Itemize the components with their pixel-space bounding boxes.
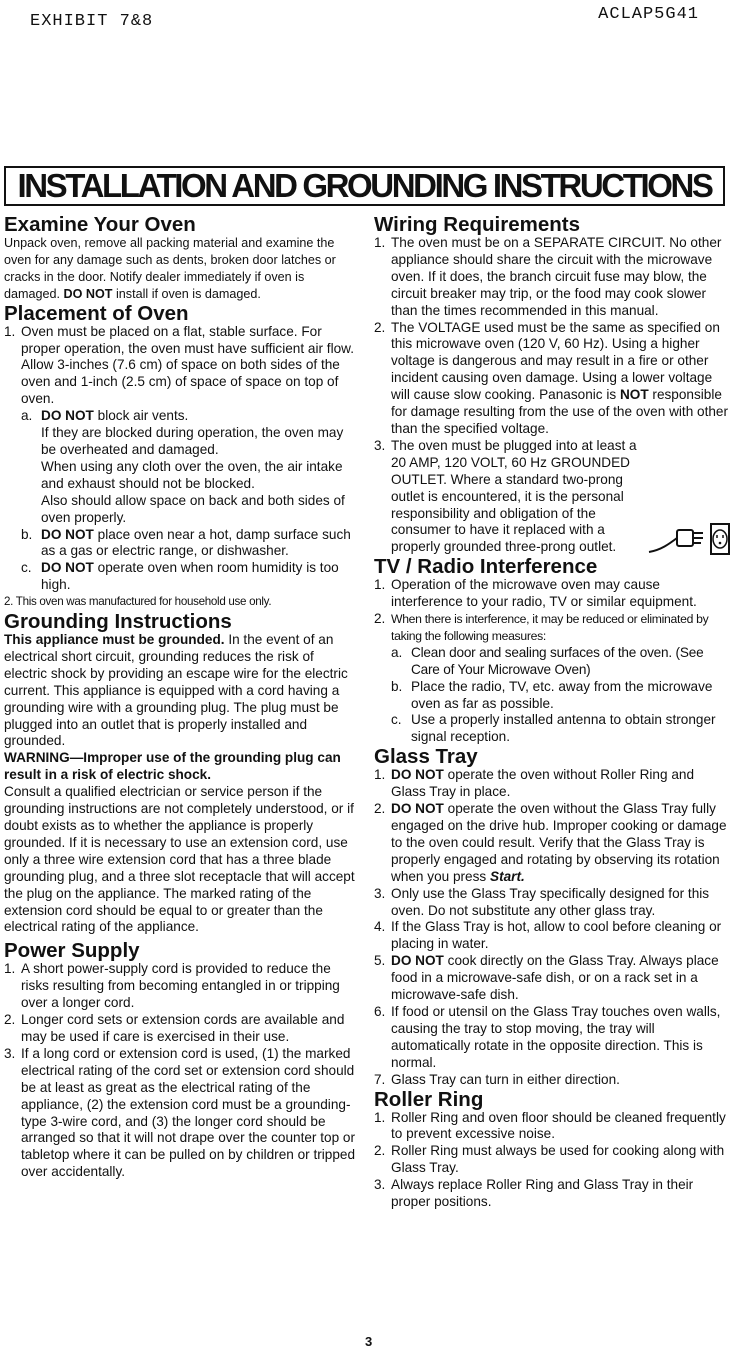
roller-ring-heading: Roller Ring: [374, 1087, 484, 1111]
list-item: 7. Glass Tray can turn in either direction.: [374, 1071, 620, 1087]
glass-tray-list: [374, 767, 731, 1088]
list-item: 1. DO NOT operate the oven without Roller Ring and Glass Tray in place.: [374, 767, 695, 800]
grounding-heading: Grounding Instructions: [4, 610, 232, 634]
list-item: 1. Operation of the microwave oven may cause interference to your radio, TV or similar equipment.: [374, 577, 697, 610]
wiring-list: [374, 235, 731, 556]
list-item: 3. The oven must be plugged into at least a 20 AMP, 120 VOLT, 60 Hz GROUNDED OUTLET. Where a standard two-prong outlet is encountered, it is the personal responsibility and obligation of the consumer to have it replaced with a properly grounded three-prong outlet.: [374, 438, 731, 556]
list-item: 1. Oven must be placed on a flat, stable surface. For proper operation, the oven must have sufficient air flow. Allow 3-inches (7.6 cm) of space on both sides of the oven and 1-inch (2.5 cm) of space of space on top of oven. a. DO NOT block air vents. If they are blocked during operation, the oven may be overheated and damaged. When using any cloth over the oven, the air intake and exhaust should not be blocked. Also should allow space on back and both sides of oven properly. b. DO NOT place oven near a hot, damp surface such as a gas or electric range, or dishwasher. c. DO NOT operate oven when room humidity is too high.: [4, 324, 360, 595]
wiring-heading: Wiring Requirements: [374, 213, 580, 236]
examine-heading: Examine Your Oven: [4, 213, 196, 236]
document-code: ACLAP5G41: [598, 5, 699, 24]
list-item: 1. Roller Ring and oven floor should be cleaned frequently to prevent excessive noise.: [374, 1109, 726, 1142]
list-item: b. Place the radio, TV, etc. away from the microwave oven as far as possible.: [391, 678, 713, 711]
left-column: [4, 214, 360, 1181]
grounded-plug-outlet-icon: [647, 522, 731, 556]
power-heading: Power Supply: [4, 939, 140, 963]
examine-paragraph: Unpack oven, remove all packing material and examine the oven for any damage such as dents, broken door latches or cracks in the door. Notify dealer immediately if oven is damaged. DO NOT install if oven is damaged.: [4, 236, 336, 301]
right-column: [374, 214, 731, 1211]
list-item: 3. Always replace Roller Ring and Glass Tray in their proper positions.: [374, 1177, 694, 1210]
list-item: 1. The oven must be on a SEPARATE CIRCUIT. No other appliance should share the circuit with the microwave oven. If it does, the branch circuit fuse may blow, the circuit breaker may trip, or the food may cook slower than the times recommended in this manual.: [374, 235, 722, 318]
grounding-warning: WARNING—Improper use of the grounding plug can result in a risk of electric shock.: [4, 750, 341, 783]
list-item: c. Use a properly installed antenna to obtain stronger signal reception.: [391, 712, 716, 745]
list-item: b. DO NOT place oven near a hot, damp surface such as a gas or electric range, or dishwasher.: [21, 526, 351, 559]
list-item: a. DO NOT block air vents. If they are blocked during operation, the oven may be overheated and damaged. When using any cloth over the oven, the air intake and exhaust should not be blocked. Also should allow space on back and both sides of oven properly.: [21, 408, 345, 525]
roller-ring-list: [374, 1110, 731, 1211]
tv-heading: TV / Radio Interference: [374, 555, 598, 579]
exhibit-label: EXHIBIT 7&8: [30, 12, 154, 31]
list-item: 2. When there is interference, it may be reduced or eliminated by taking the following measures: a. Clean door and sealing surfaces of the oven. (See Care of Your Microwave Oven) b. Place the radio, TV, etc. away from the microwave oven as far as possible. c. Use a properly installed antenna to obtain stronger signal reception.: [374, 611, 731, 746]
placement-list: [4, 324, 360, 595]
list-item: 6. If food or utensil on the Glass Tray touches oven walls, causing the tray to stop moving, the tray will automatically rotate in the opposite direction. This is normal.: [374, 1003, 721, 1070]
placement-heading: Placement of Oven: [4, 301, 189, 325]
tv-list: [374, 577, 731, 746]
list-item: 2. DO NOT operate the oven without the Glass Tray fully engaged on the drive hub. Improper cooking or damage to the oven could result. Verify that the Glass Tray is properly engaged and rotating by observing its rotation when you press Start.: [374, 801, 727, 884]
grounding-paragraph: This appliance must be grounded. In the event of an electrical short circuit, grounding reduces the risk of electric shock by providing an escape wire for the electric current. This appliance is equipped with a cord having a grounding wire with a grounding plug. The plug must be plugged into an outlet that is properly installed and grounded.: [4, 632, 348, 749]
list-item: 2. Roller Ring must always be used for cooking along with Glass Tray.: [374, 1143, 725, 1176]
power-list: [4, 961, 360, 1181]
list-item: 3. Only use the Glass Tray specifically designed for this oven. Do not substitute any other glass tray.: [374, 885, 710, 918]
household-note: 2. This oven was manufactured for household use only.: [4, 595, 272, 609]
grounding-consult: Consult a qualified electrician or service person if the grounding instructions are not completely understood, or if doubt exists as to whether the appliance is properly grounded. If it is necessary to use an extension cord, use only a three wire extension cord that has a three blade grounding plug, and a three slot receptacle that will accept the plug on the appliance. The marked rating of the extension cord should be equal to or greater than the electrical rating of the appliance.: [4, 784, 355, 935]
list-item: 3. If a long cord or extension cord is used, (1) the marked electrical rating of the cord set or extension cord should be at least as great as the electrical rating of the appliance, (2) the extension cord must be a grounding-type 3-wire cord, and (3) the longer cord should be arranged so that it will not drape over the counter top or tabletop where it can be pulled on by children or tripped over accidentally.: [4, 1045, 356, 1180]
page-title: INSTALLATION AND GROUNDING INSTRUCTIONS: [4, 166, 725, 206]
list-item: a. Clean door and sealing surfaces of the oven. (See Care of Your Microwave Oven): [391, 644, 704, 677]
list-item: 2. The VOLTAGE used must be the same as specified on this microwave oven (120 V, 60 Hz). Using a higher voltage is dangerous and may result in a fire or other incident causing oven damage. Using a lower voltage will cause slow cooking. Panasonic is NOT responsible for damage resulting from the use of the oven with other than the specified voltage.: [374, 319, 729, 436]
glass-tray-heading: Glass Tray: [374, 745, 478, 769]
list-item: 2. Longer cord sets or extension cords are available and may be used if care is exercised in their use.: [4, 1012, 345, 1044]
page-number: 3: [365, 1334, 373, 1349]
list-item: 5. DO NOT cook directly on the Glass Tray. Always place food in a microwave-safe dish, or on a rack set in a microwave-safe dish.: [374, 953, 719, 1003]
list-item: 4. If the Glass Tray is hot, allow to cool before cleaning or placing in water.: [374, 919, 722, 952]
list-item: 1. A short power-supply cord is provided to reduce the risks resulting from becoming entangled in or tripping over a longer cord.: [4, 961, 340, 1011]
list-item: c. DO NOT operate oven when room humidity is too high.: [21, 560, 339, 593]
